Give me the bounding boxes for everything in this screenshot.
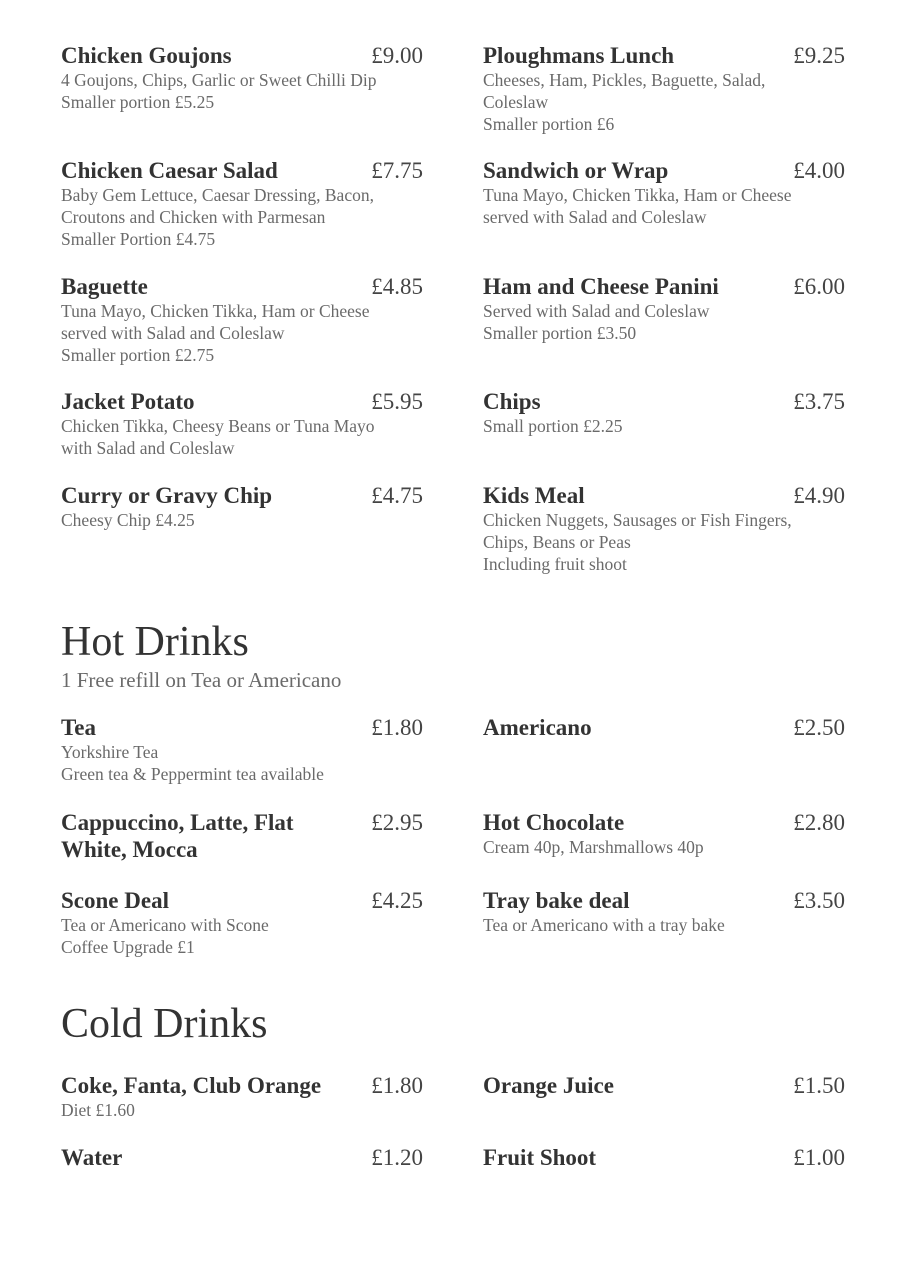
item-price: £4.85: [371, 274, 423, 299]
item-description: Tuna Mayo, Chicken Tikka, Ham or Cheese served with Salad and Coleslaw: [483, 185, 792, 227]
item-description: Tea or Americano with Scone Coffee Upgrade £1: [61, 915, 269, 957]
item-price: £7.75: [371, 158, 423, 183]
menu-item: [61, 388, 423, 459]
menu-item: [483, 1144, 845, 1171]
item-name: Americano: [483, 715, 592, 740]
item-name: Water: [61, 1145, 123, 1170]
item-name: Cappuccino, Latte, Flat White, Mocca: [61, 810, 294, 862]
menu-item: [483, 809, 845, 858]
item-price: £9.25: [793, 43, 845, 68]
item-description: Cheesy Chip £4.25: [61, 510, 195, 530]
item-name: Curry or Gravy Chip: [61, 483, 273, 508]
section-title-hot-drinks: Hot Drinks: [61, 619, 249, 665]
item-price: £2.50: [793, 715, 845, 740]
item-name: Tray bake deal: [483, 888, 630, 913]
item-price: £3.50: [793, 888, 845, 913]
item-description: Cheeses, Ham, Pickles, Baguette, Salad, Coleslaw Smaller portion £6: [483, 70, 766, 134]
item-description: 4 Goujons, Chips, Garlic or Sweet Chilli Dip Smaller portion £5.25: [61, 70, 377, 112]
item-price: £1.80: [371, 715, 423, 740]
item-description: Diet £1.60: [61, 1100, 135, 1120]
section-title-cold-drinks: Cold Drinks: [61, 1001, 268, 1047]
item-description: Baby Gem Lettuce, Caesar Dressing, Bacon, Croutons and Chicken with Parmesan Smaller Portion £4.75: [61, 185, 374, 249]
menu-item: [483, 887, 845, 936]
item-description: Yorkshire Tea Green tea & Peppermint tea available: [61, 742, 324, 784]
item-price: £2.80: [793, 810, 845, 835]
item-name: Sandwich or Wrap: [483, 158, 669, 183]
item-name: Hot Chocolate: [483, 810, 625, 835]
menu-item: [483, 388, 845, 437]
item-price: £1.80: [371, 1073, 423, 1098]
item-name: Tea: [61, 715, 96, 740]
menu-item: [61, 157, 423, 250]
item-name: Jacket Potato: [61, 389, 195, 414]
item-price: £3.75: [793, 389, 845, 414]
item-name: Ham and Cheese Panini: [483, 274, 719, 299]
menu-item: [61, 42, 423, 113]
item-name: Orange Juice: [483, 1073, 614, 1098]
item-price: £4.25: [371, 888, 423, 913]
item-price: £4.00: [793, 158, 845, 183]
menu-item: [61, 714, 423, 785]
item-name: Kids Meal: [483, 483, 585, 508]
menu-item: [483, 1072, 845, 1099]
menu-item: [61, 482, 423, 531]
menu-item: [61, 1144, 423, 1171]
item-price: £9.00: [371, 43, 423, 68]
item-description: Small portion £2.25: [483, 416, 623, 436]
menu-item: [61, 1072, 423, 1121]
item-description: Chicken Nuggets, Sausages or Fish Fingers, Chips, Beans or Peas Including fruit shoot: [483, 510, 792, 574]
item-price: £1.20: [371, 1145, 423, 1170]
item-price: £1.00: [793, 1145, 845, 1170]
menu-item: [483, 273, 845, 344]
menu-item: [483, 157, 845, 228]
item-price: £6.00: [793, 274, 845, 299]
item-name: Baguette: [61, 274, 148, 299]
menu-item: [61, 273, 423, 366]
item-name: Coke, Fanta, Club Orange: [61, 1073, 322, 1098]
item-price: £4.75: [371, 483, 423, 508]
item-description: Cream 40p, Marshmallows 40p: [483, 837, 704, 857]
item-name: Ploughmans Lunch: [483, 43, 675, 68]
item-name: Chicken Caesar Salad: [61, 158, 278, 183]
item-price: £2.95: [371, 810, 423, 835]
item-price: £4.90: [793, 483, 845, 508]
menu-item: [483, 714, 845, 741]
section-subtitle: 1 Free refill on Tea or Americano: [61, 668, 342, 692]
menu-item: [61, 809, 423, 863]
item-name: Fruit Shoot: [483, 1145, 597, 1170]
item-description: Tea or Americano with a tray bake: [483, 915, 725, 935]
item-name: Chips: [483, 389, 541, 414]
item-name: Chicken Goujons: [61, 43, 232, 68]
item-name: Scone Deal: [61, 888, 169, 913]
item-price: £1.50: [793, 1073, 845, 1098]
menu-item: [61, 887, 423, 958]
menu-item: [483, 42, 845, 135]
item-description: Chicken Tikka, Cheesy Beans or Tuna Mayo with Salad and Coleslaw: [61, 416, 375, 458]
item-description: Served with Salad and Coleslaw Smaller portion £3.50: [483, 301, 710, 343]
menu-item: [483, 482, 845, 575]
item-description: Tuna Mayo, Chicken Tikka, Ham or Cheese served with Salad and Coleslaw Smaller portion £2.75: [61, 301, 370, 365]
item-price: £5.95: [371, 389, 423, 414]
